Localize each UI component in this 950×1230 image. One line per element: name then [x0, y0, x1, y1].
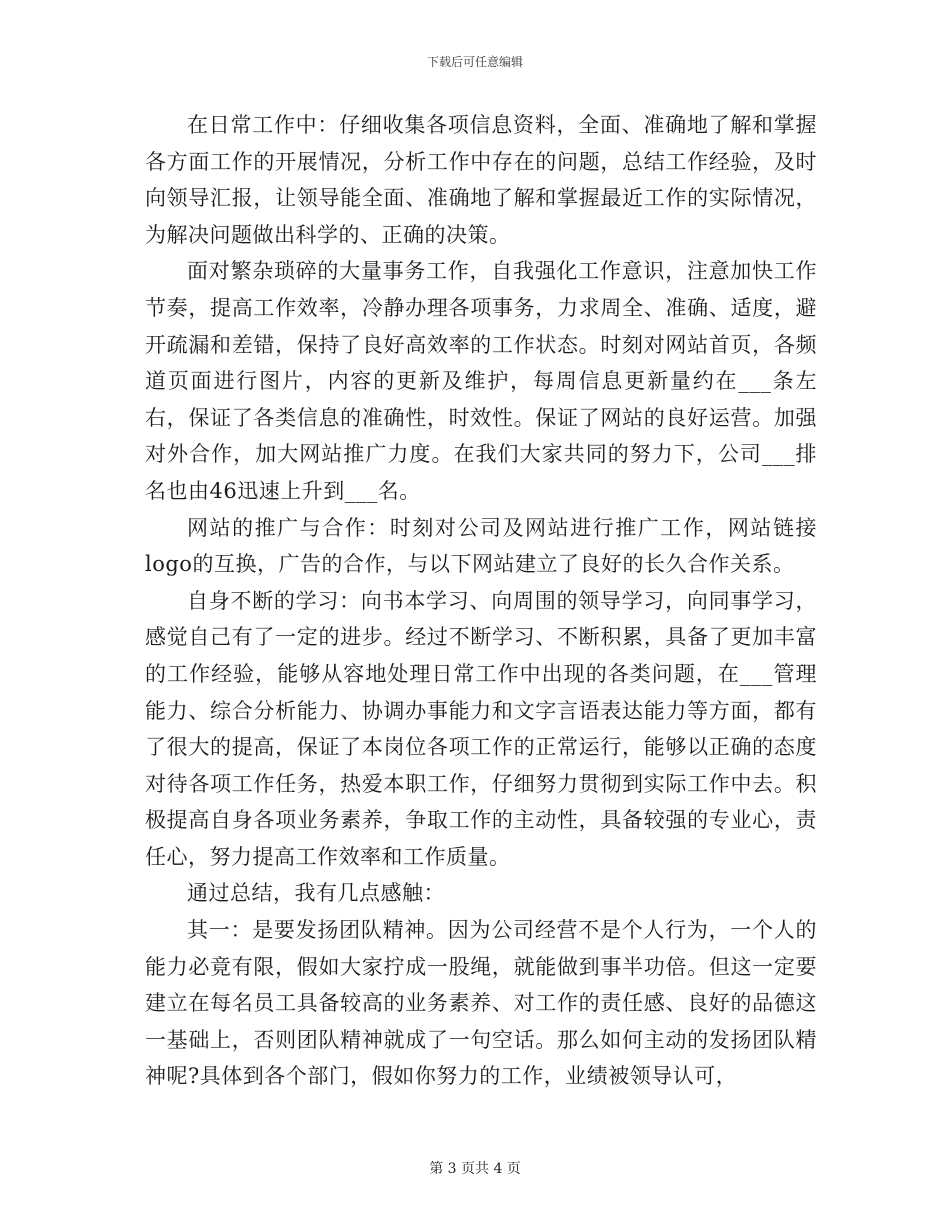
page-footer: 第 3 页共 4 页: [429, 1161, 521, 1177]
document-body: [145, 107, 817, 1095]
paragraph-promotion: 网站的推广与合作：时刻对公司及网站进行推广工作，网站链接logo的互换，广告的合作，与以下网站建立了良好的长久合作关系。: [145, 515, 817, 577]
paragraph-team-spirit: 其一：是要发扬团队精神。因为公司经营不是个人行为，一个人的能力必竟有限，假如大家拧成一股绳，就能做到事半功倍。但这一定要建立在每名员工具备较高的业务素养、对工作的责任感、良好的品德这一基础上，否则团队精神就成了一句空话。那么如何主动的发扬团队精神呢?具体到各个部门，假如你努力的工作，业绩被领导认可，: [145, 918, 817, 1089]
paragraph-learning: 自身不断的学习：向书本学习、向周围的领导学习，向同事学习，感觉自己有了一定的进步。经过不断学习、不断积累，具备了更加丰富的工作经验，能够从容地处理日常工作中出现的各类问题，在___管理能力、综合分析能力、协调办事能力和文字言语表达能力等方面，都有了很大的提高，保证了本岗位各项工作的正常运行，能够以正确的态度对待各项工作任务，热爱本职工作，仔细努力贯彻到实际工作中去。积极提高自身各项业务素养，争取工作的主动性，具备较强的专业心，责任心，努力提高工作效率和工作质量。: [145, 588, 817, 869]
paragraph-affairs: 面对繁杂琐碎的大量事务工作，自我强化工作意识，注意加快工作节奏，提高工作效率，冷静办理各项事务，力求周全、准确、适度，避开疏漏和差错，保持了良好高效率的工作状态。时刻对网站首页，各频道页面进行图片，内容的更新及维护，每周信息更新量约在___条左右，保证了各类信息的准确性，时效性。保证了网站的良好运营。加强对外合作，加大网站推广力度。在我们大家共同的努力下，公司___排名也由46迅速上升到___名。: [145, 259, 817, 503]
paragraph-daily-work: 在日常工作中：仔细收集各项信息资料，全面、准确地了解和掌握各方面工作的开展情况，分析工作中存在的问题，总结工作经验，及时向领导汇报，让领导能全面、准确地了解和掌握最近工作的实际情况，为解决问题做出科学的、正确的决策。: [145, 113, 817, 247]
page-header: 下载后可任意编辑: [426, 55, 523, 69]
paragraph-summary-intro: 通过总结，我有几点感触：: [187, 881, 445, 906]
